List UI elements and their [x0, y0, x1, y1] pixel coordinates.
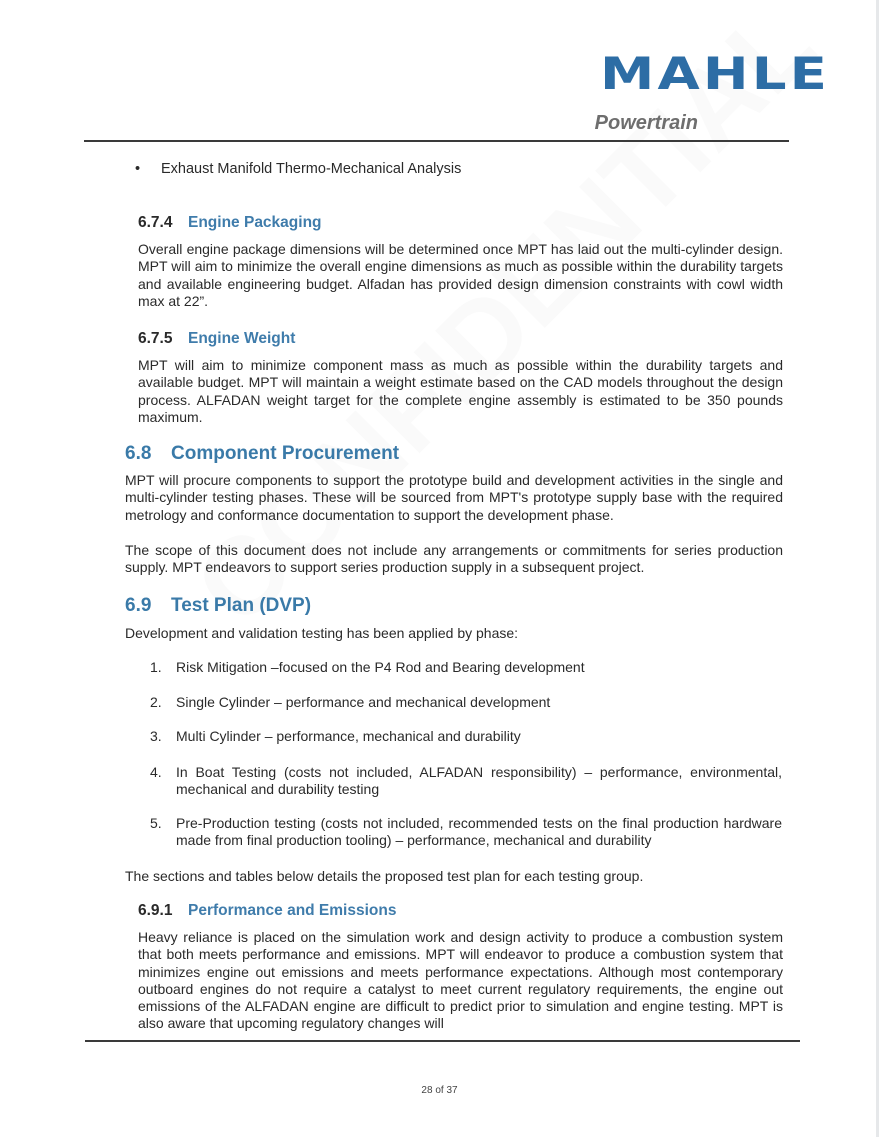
bullet-text: Exhaust Manifold Thermo-Mechanical Analysis — [161, 161, 462, 177]
section-number: 6.9.1 — [138, 902, 173, 919]
section-title: Performance and Emissions — [188, 902, 397, 919]
phase-number: 3. — [150, 728, 162, 744]
engine-packaging-paragraph: Overall engine package dimensions will be determined once MPT has laid out the multi-cylinder design. MPT will aim to minimize the overall engine dimensions as much as possible within the durability targets and available engineering budget. Alfadan has provided design dimension constraints with cowl width max at 22”. — [138, 241, 783, 309]
logo-tagline: Powertrain — [594, 112, 698, 134]
page-number: 28 of 37 — [421, 1085, 458, 1096]
phase-number: 5. — [150, 815, 162, 831]
section-heading-6-7-4 — [138, 214, 322, 232]
section-title: Test Plan (DVP) — [171, 595, 312, 616]
engine-weight-paragraph: MPT will aim to minimize component mass as much as possible within the durability targets and available budget. MPT will maintain a weight estimate based on the CAD models throughout the design process. ALFADAN weight target for the complete engine assembly is estimated to be 350 pounds maximum. — [138, 357, 783, 425]
bullet-item — [135, 161, 461, 177]
bullet-icon: • — [135, 161, 141, 177]
section-heading-6-7-5 — [138, 330, 295, 348]
section-title: Engine Packaging — [188, 214, 322, 231]
footer-divider — [85, 1040, 800, 1042]
phase-number: 4. — [150, 764, 162, 780]
section-number: 6.7.4 — [138, 214, 173, 231]
phase-text: In Boat Testing (costs not included, ALFADAN responsibility) – performance, environmental, mechanical and durability testing — [176, 764, 782, 798]
section-number: 6.7.5 — [138, 330, 173, 347]
section-number: 6.8 — [125, 443, 152, 464]
section-heading-6-9 — [125, 595, 311, 617]
procurement-paragraph-2: The scope of this document does not include any arrangements or commitments for series production supply. MPT endeavors to support series production supply in a subsequent project. — [125, 542, 783, 576]
phase-number: 2. — [150, 694, 162, 710]
mahle-logo: MAHLE — [600, 48, 831, 101]
procurement-paragraph-1: MPT will procure components to support the prototype build and development activities in the single and multi-cylinder testing phases. These will be sourced from MPT's prototype supply base with the required metrology and conformance documentation to support the development phase. — [125, 472, 783, 523]
test-plan-intro: Development and validation testing has been applied by phase: — [125, 625, 519, 641]
section-number: 6.9 — [125, 595, 152, 616]
section-title: Engine Weight — [188, 330, 296, 347]
section-title: Component Procurement — [171, 443, 400, 464]
performance-emissions-paragraph: Heavy reliance is placed on the simulation work and design activity to produce a combustion system that both meets performance and emissions. MPT will endeavor to produce a combustion system that minimizes engine out emissions and meets performance expectations. Although most contemporary outboard engines do not require a catalyst to meet current regulatory requirements, the engine out emissions of the ALFADAN engine are difficult to predict prior to simulation and engine testing. MPT is also aware that upcoming regulatory changes will — [138, 929, 783, 1032]
section-heading-6-8 — [125, 443, 399, 465]
phase-text: Single Cylinder – performance and mechanical development — [176, 694, 551, 710]
phase-text: Pre-Production testing (costs not included, recommended tests on the final production hardware made from final production tooling) – performance, mechanical and durability — [176, 815, 782, 849]
phase-text: Risk Mitigation –focused on the P4 Rod and Bearing development — [176, 659, 585, 675]
phase-text: Multi Cylinder – performance, mechanical and durability — [176, 728, 521, 744]
phase-number: 1. — [150, 659, 162, 675]
section-heading-6-9-1 — [138, 902, 396, 920]
header-divider — [84, 140, 789, 142]
test-plan-outro: The sections and tables below details the proposed test plan for each testing group. — [125, 868, 644, 884]
